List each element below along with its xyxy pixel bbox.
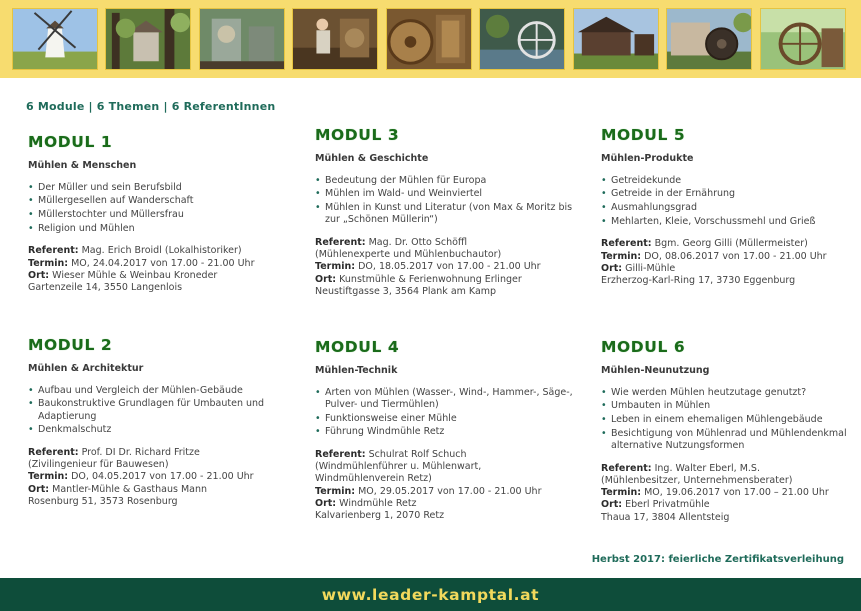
bullet-icon: •: [601, 414, 607, 426]
bullet-icon: •: [601, 427, 607, 439]
photo-banner: [0, 0, 861, 78]
module-details: [601, 463, 859, 524]
module-title: MODUL 4: [315, 338, 400, 356]
referent-line: Referent: Prof. DI Dr. Richard Fritze: [28, 446, 200, 458]
module-details: [315, 449, 573, 523]
module-4: [315, 338, 573, 523]
module-theme: Mühlen-Technik: [315, 365, 398, 377]
bullet-icon: •: [601, 400, 607, 412]
mill-gears-photo: [386, 8, 472, 70]
miller-at-work-photo: [292, 8, 378, 70]
module-details: [315, 237, 573, 298]
topic-list: [315, 387, 573, 439]
termin-line: Termin: MO, 19.06.2017 von 17.00 – 21.00 Uhr: [601, 487, 829, 499]
ort-line: Ort: Eberl Privatmühle: [601, 499, 710, 511]
list-item: • Mühlen in Kunst und Literatur (von Max & Moritz bis zur „Schönen Müllerin“): [315, 202, 573, 226]
termin-line: Termin: DO, 18.05.2017 von 17.00 - 21.00 Uhr: [315, 261, 541, 273]
module-6: [601, 338, 859, 524]
referent-note: (Windmühlenführer u. Mühlenwart, Windmühlenverein Retz): [315, 461, 482, 485]
referent-line: Referent: Mag. Dr. Otto Schöffl: [315, 236, 468, 248]
module-details: [601, 238, 859, 287]
ort-address: Thaua 17, 3804 Allentsteig: [601, 511, 730, 523]
bullet-icon: •: [601, 215, 607, 227]
topic-list: [28, 385, 286, 437]
list-item: • Der Müller und sein Berufsbild: [28, 181, 182, 193]
footer-bar: [0, 578, 861, 611]
list-item: • Wie werden Mühlen heutzutage genutzt?: [601, 386, 807, 398]
ort-address: Kalvarienberg 1, 2070 Retz: [315, 510, 445, 522]
list-item: • Führung Windmühle Retz: [315, 426, 445, 438]
list-item: • Getreide in der Ernährung: [601, 188, 736, 200]
list-item: • Funktionsweise einer Mühle: [315, 412, 457, 424]
module-theme: Mühlen & Architektur: [28, 363, 144, 375]
list-item: • Bedeutung der Mühlen für Europa: [315, 174, 487, 186]
referent-note: (Mühlenexperte und Mühlenbuchautor): [315, 249, 502, 261]
bullet-icon: •: [28, 209, 34, 221]
mill-wheel-house-photo: [666, 8, 752, 70]
referent-note: (Zivilingenieur für Bauwesen): [28, 459, 169, 471]
referent-line: Referent: Bgm. Georg Gilli (Müllermeister): [601, 238, 808, 250]
mill-forest-photo: [105, 8, 191, 70]
ort-line: Ort: Windmühle Retz: [315, 497, 417, 509]
bullet-icon: •: [315, 188, 321, 200]
referent-line: Referent: Ing. Walter Eberl, M.S.: [601, 462, 760, 474]
list-item: • Arten von Mühlen (Wasser-, Wind-, Hammer-, Säge-, Pulver- und Tiermühlen): [315, 386, 573, 410]
referent-line: Referent: Schulrat Rolf Schuch: [315, 448, 467, 460]
ort-line: Ort: Gilli-Mühle: [601, 262, 676, 274]
bullet-icon: •: [315, 412, 321, 424]
termin-line: Termin: DO, 04.05.2017 von 17.00 - 21.00 Uhr: [28, 471, 254, 483]
bullet-icon: •: [28, 398, 34, 410]
bullet-icon: •: [601, 188, 607, 200]
ort-line: Ort: Kunstmühle & Ferienwohnung Erlinger: [315, 273, 522, 285]
referent-line: Referent: Mag. Erich Broidl (Lokalhistoriker): [28, 245, 242, 257]
referent-note: (Mühlenbesitzer, Unternehmensberater): [601, 474, 793, 486]
termin-line: Termin: MO, 24.04.2017 von 17.00 - 21.00 Uhr: [28, 257, 255, 269]
module-theme: Mühlen & Menschen: [28, 160, 137, 172]
bullet-icon: •: [315, 174, 321, 186]
waterwheel-stream-photo: [479, 8, 565, 70]
topic-list: [601, 175, 859, 229]
ort-line: Ort: Mantler-Mühle & Gasthaus Mann: [28, 483, 208, 495]
module-2: [28, 336, 286, 508]
list-item: • Mehlarten, Kleie, Vorschussmehl und Grieß: [601, 215, 816, 227]
module-details: [28, 447, 286, 508]
module-title: MODUL 3: [315, 126, 400, 144]
ort-address: Rosenburg 51, 3573 Rosenburg: [28, 495, 178, 507]
bullet-icon: •: [601, 202, 607, 214]
termin-line: Termin: MO, 29.05.2017 von 17.00 - 21.00 Uhr: [315, 485, 542, 497]
bullet-icon: •: [601, 174, 607, 186]
list-item: • Denkmalschutz: [28, 424, 112, 436]
module-theme: Mühlen-Produkte: [601, 153, 694, 165]
module-1: [28, 133, 286, 294]
module-title: MODUL 6: [601, 338, 686, 356]
ort-line: Ort: Wieser Mühle & Weinbau Kroneder: [28, 269, 218, 281]
module-3: [315, 126, 573, 298]
module-title: MODUL 2: [28, 336, 113, 354]
module-theme: Mühlen-Neunutzung: [601, 365, 710, 377]
list-item: • Müllerstochter und Müllersfrau: [28, 209, 184, 221]
list-item: • Aufbau und Vergleich der Mühlen-Gebäude: [28, 384, 243, 396]
module-title: MODUL 1: [28, 133, 113, 151]
module-5: [601, 126, 859, 287]
list-item: • Besichtigung von Mühlenrad und Mühlendenkmal alternative Nutzungsformen: [601, 427, 847, 452]
list-item: • Müllergesellen auf Wanderschaft: [28, 195, 194, 207]
list-item: • Umbauten in Mühlen: [601, 400, 711, 412]
ort-address: Gartenzeile 14, 3550 Langenlois: [28, 282, 183, 294]
mill-house-photo: [573, 8, 659, 70]
list-item: • Leben in einem ehemaligen Mühlengebäude: [601, 414, 823, 426]
topic-list: [28, 182, 286, 236]
topic-list: [315, 175, 573, 227]
bullet-icon: •: [28, 222, 34, 234]
waterwheel-green-photo: [760, 8, 846, 70]
termin-line: Termin: DO, 08.06.2017 von 17.00 - 21.00 Uhr: [601, 250, 827, 262]
certificate-announcement: Herbst 2017: feierliche Zertifikatsverleihung: [591, 554, 844, 565]
list-item: • Getreidekunde: [601, 174, 682, 186]
ort-address: Neustiftgasse 3, 3564 Plank am Kamp: [315, 285, 497, 297]
list-item: • Mühlen im Wald- und Weinviertel: [315, 188, 483, 200]
intro-summary: 6 Module | 6 Themen | 6 ReferentInnen: [26, 100, 276, 113]
module-theme: Mühlen & Geschichte: [315, 153, 429, 165]
windmill-photo: [12, 8, 98, 70]
bullet-icon: •: [28, 384, 34, 396]
millstone-machine-photo: [199, 8, 285, 70]
list-item: • Ausmahlungsgrad: [601, 202, 698, 214]
list-item: • Religion und Mühlen: [28, 222, 135, 234]
topic-list: [601, 387, 859, 453]
bullet-icon: •: [28, 181, 34, 193]
ort-address: Erzherzog-Karl-Ring 17, 3730 Eggenburg: [601, 275, 796, 287]
bullet-icon: •: [315, 386, 321, 398]
module-details: [28, 245, 286, 294]
website-link[interactable]: www.leader-kamptal.at: [321, 585, 540, 604]
module-title: MODUL 5: [601, 126, 686, 144]
bullet-icon: •: [601, 386, 607, 398]
list-item: • Baukonstruktive Grundlagen für Umbauten und Adaptierung: [28, 398, 265, 422]
bullet-icon: •: [315, 202, 321, 214]
bullet-icon: •: [28, 424, 34, 436]
bullet-icon: •: [315, 426, 321, 438]
bullet-icon: •: [28, 195, 34, 207]
